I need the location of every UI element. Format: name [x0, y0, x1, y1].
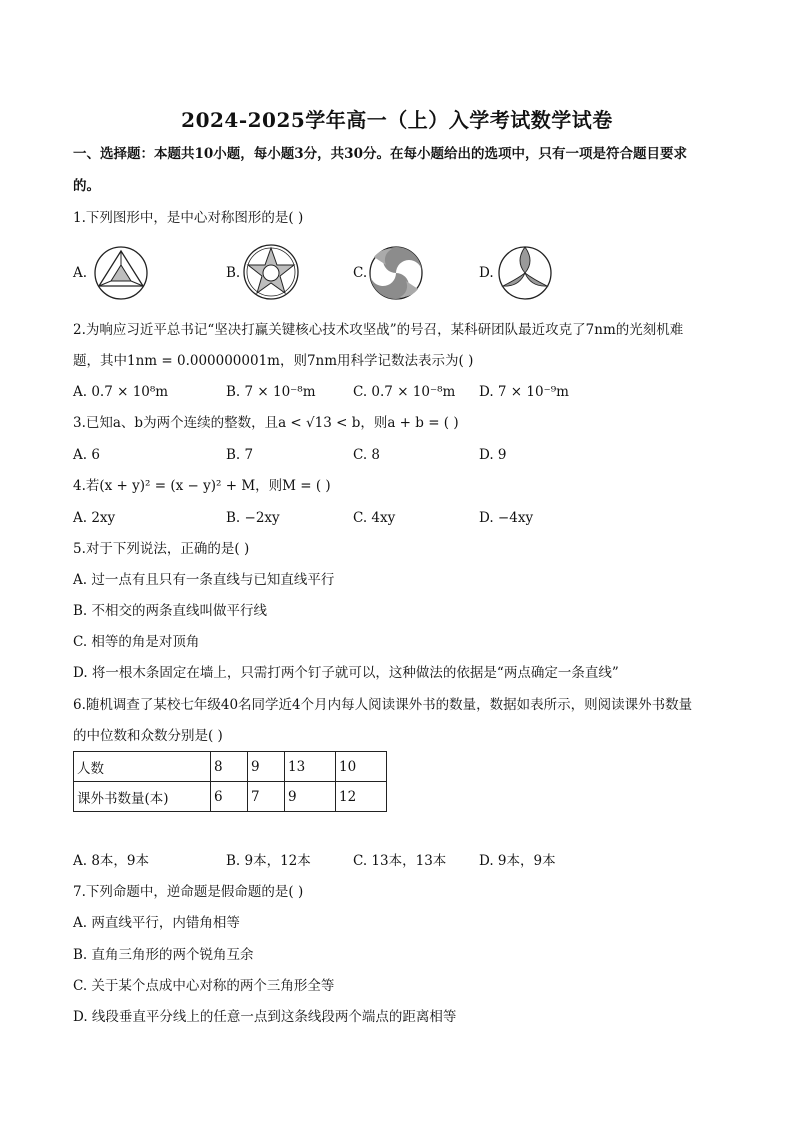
q3-option-b: B. 7 — [226, 447, 254, 463]
table-cell: 7 — [248, 782, 285, 812]
reading-data-table — [73, 751, 387, 812]
q2-option-d: D. 7 × 10⁻⁹m — [479, 384, 569, 400]
q4-option-a: A. 2xy — [73, 510, 116, 526]
q6-option-d: D. 9本，9本 — [479, 853, 556, 869]
q1-option-d-label: D. — [479, 265, 494, 281]
q5-option-c: C. 相等的角是对顶角 — [73, 634, 200, 650]
q3-option-c: C. 8 — [353, 447, 381, 463]
q7-option-d: D. 线段垂直平分线上的任意一点到这条线段两个端点的距离相等 — [73, 1009, 457, 1025]
q5-option-b: B. 不相交的两条直线叫做平行线 — [73, 603, 268, 619]
q7-option-b: B. 直角三角形的两个锐角互余 — [73, 947, 254, 963]
q6-option-b: B. 9本，12本 — [226, 853, 311, 869]
triangle-in-circle-icon — [93, 245, 149, 301]
table-cell: 课外书数量(本) — [74, 782, 211, 812]
table-cell: 12 — [336, 782, 387, 812]
q3-option-a: A. 6 — [73, 447, 100, 463]
three-petal-circle-icon — [497, 245, 553, 301]
q5-option-d: D. 将一根木条固定在墙上，只需打两个钉子就可以，这种做法的依据是“两点确定一条直线” — [73, 665, 619, 681]
q5-stem: 5.对于下列说法，正确的是( ) — [73, 541, 250, 557]
table-cell: 13 — [285, 752, 336, 782]
q2-option-b: B. 7 × 10⁻⁸m — [226, 384, 316, 400]
q4-stem: 4.若(x + y)² = (x − y)² + M，则M = ( ) — [73, 478, 331, 494]
q1-stem: 1.下列图形中，是中心对称图形的是( ) — [73, 210, 304, 226]
q7-stem: 7.下列命题中，逆命题是假命题的是( ) — [73, 884, 304, 900]
q6-option-a: A. 8本，9本 — [73, 853, 150, 869]
table-cell: 8 — [211, 752, 248, 782]
yin-yang-swirl-icon — [368, 245, 424, 301]
q4-option-b: B. −2xy — [226, 510, 280, 526]
q6-stem-line-1: 6.随机调查了某校七年级40名同学近4个月内每人阅读课外书的数量，数据如表所示，则阅读课外书数量 — [73, 697, 693, 713]
table-row — [74, 752, 387, 782]
q2-option-c: C. 0.7 × 10⁻⁸m — [353, 384, 456, 400]
q4-option-c: C. 4xy — [353, 510, 396, 526]
table-cell: 10 — [336, 752, 387, 782]
table-cell: 人数 — [74, 752, 211, 782]
q2-stem-line-1: 2.为响应习近平总书记“坚决打赢关键核心技术攻坚战”的号召，某科研团队最近攻克了7nm的光刻机难 — [73, 322, 684, 338]
exam-title: 2024-2025学年高一（上）入学考试数学试卷 — [181, 108, 613, 132]
q6-option-c: C. 13本，13本 — [353, 853, 447, 869]
q7-option-c: C. 关于某个点成中心对称的两个三角形全等 — [73, 978, 335, 994]
table-cell: 9 — [248, 752, 285, 782]
q1-option-b-label: B. — [226, 265, 241, 281]
section-instructions-line-2: 的。 — [73, 178, 100, 194]
table-cell: 9 — [285, 782, 336, 812]
q6-stem-line-2: 的中位数和众数分别是( ) — [73, 728, 223, 744]
section-instructions-line-1: 一、选择题：本题共10小题，每小题3分，共30分。在每小题给出的选项中，只有一项是符合题目要求 — [73, 146, 687, 162]
table-cell: 6 — [211, 782, 248, 812]
q1-option-a-label: A. — [73, 265, 88, 281]
q3-option-d: D. 9 — [479, 447, 507, 463]
q1-option-c-label: C. — [353, 265, 368, 281]
q7-option-a: A. 两直线平行，内错角相等 — [73, 915, 240, 931]
q3-stem: 3.已知a、b为两个连续的整数，且a < √13 < b，则a + b = ( ) — [73, 415, 459, 431]
q2-option-a: A. 0.7 × 10⁸m — [73, 384, 169, 400]
star-in-circle-icon — [242, 243, 300, 301]
q4-option-d: D. −4xy — [479, 510, 534, 526]
q2-stem-line-2: 题，其中1nm = 0.000000001m，则7nm用科学记数法表示为( ) — [73, 353, 474, 369]
table-row — [74, 782, 387, 812]
q5-option-a: A. 过一点有且只有一条直线与已知直线平行 — [73, 572, 335, 588]
